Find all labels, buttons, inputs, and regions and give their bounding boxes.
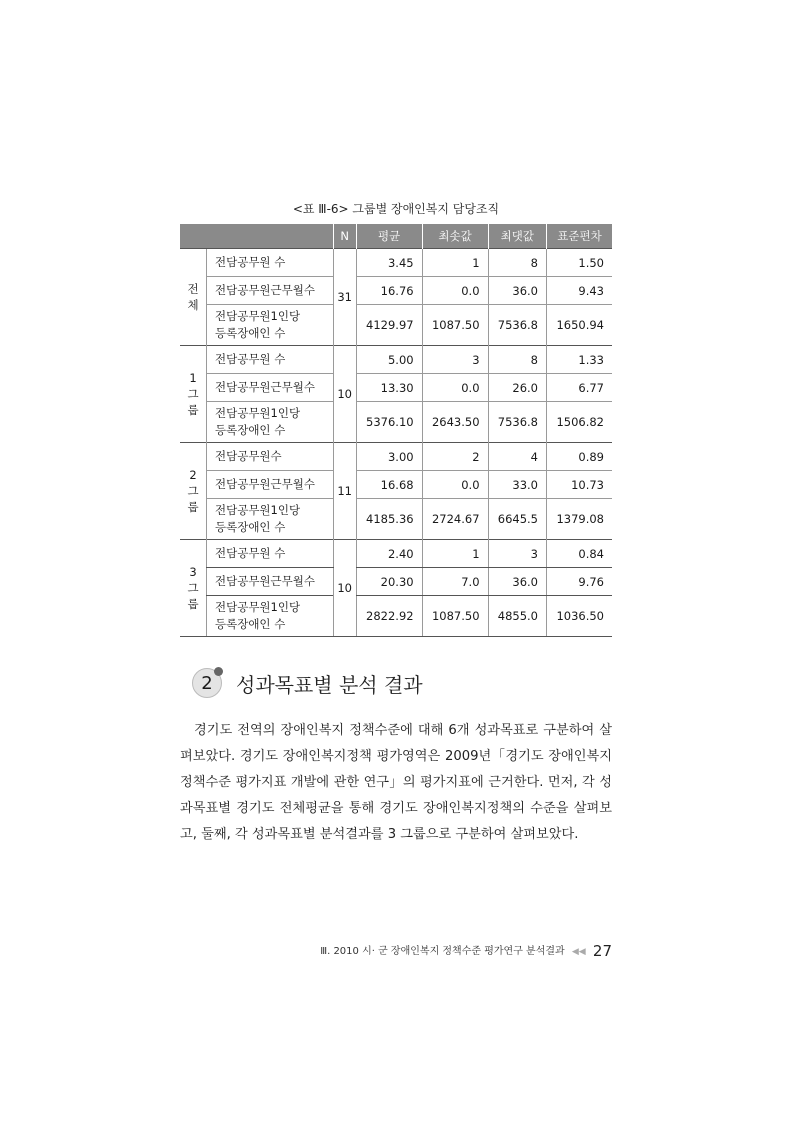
body-paragraph: 경기도 전역의 장애인복지 정책수준에 대해 6개 성과목표로 구분하여 살펴보았다. 경기도 장애인복지정책 평가영역은 2009년「경기도 장애인복지 정책수준 평가지표 개발에 관한 연구」의 평가지표에 근거한다. 먼저, 각 성과목표별 경기도 전체평균을 통해 경기도 장애인복지정책의 수준을 살펴보고, 둘째, 각 성과목표별 분석결과를 3 그룹으로 구분하여 살펴보았다.	[180, 723, 612, 842]
table-row	[180, 499, 612, 540]
group-n: 11	[333, 443, 356, 540]
value-cell: 1036.50	[547, 596, 613, 637]
table-row	[180, 249, 612, 277]
value-cell: 33.0	[488, 471, 546, 499]
value-cell: 26.0	[488, 374, 546, 402]
value-cell: 9.76	[547, 568, 613, 596]
row-label: 전담공무원1인당 등록장애인 수	[207, 499, 334, 540]
value-cell: 16.68	[356, 471, 422, 499]
table-row	[180, 374, 612, 402]
value-cell: 6645.5	[488, 499, 546, 540]
value-cell: 0.0	[422, 471, 488, 499]
row-label: 전담공무원1인당 등록장애인 수	[207, 596, 334, 637]
value-cell: 4855.0	[488, 596, 546, 637]
value-cell: 16.76	[356, 277, 422, 305]
table-row	[180, 305, 612, 346]
row-label: 전담공무원 수	[207, 540, 334, 568]
group-name: 2 그 룹	[180, 443, 207, 540]
group-n: 10	[333, 346, 356, 443]
value-cell: 36.0	[488, 568, 546, 596]
header-max: 최댓값	[488, 224, 546, 249]
table-caption: <표 Ⅲ-6> 그룹별 장애인복지 담당조직	[292, 202, 500, 216]
arrow-left-icon: ◀◀	[571, 947, 586, 957]
value-cell: 8	[488, 249, 546, 277]
header-n: N	[333, 224, 356, 249]
table-row	[180, 471, 612, 499]
value-cell: 2	[422, 443, 488, 471]
row-label: 전담공무원수	[207, 443, 334, 471]
value-cell: 0.84	[547, 540, 613, 568]
value-cell: 4129.97	[356, 305, 422, 346]
header-min: 최솟값	[422, 224, 488, 249]
value-cell: 7536.8	[488, 402, 546, 443]
value-cell: 9.43	[547, 277, 613, 305]
value-cell: 5376.10	[356, 402, 422, 443]
value-cell: 3.00	[356, 443, 422, 471]
table-row	[180, 596, 612, 637]
value-cell: 36.0	[488, 277, 546, 305]
page-number: 27	[592, 942, 612, 960]
value-cell: 5.00	[356, 346, 422, 374]
section-number: 2	[201, 672, 213, 694]
value-cell: 13.30	[356, 374, 422, 402]
group-n: 10	[333, 540, 356, 637]
value-cell: 1.33	[547, 346, 613, 374]
value-cell: 0.0	[422, 277, 488, 305]
table-row	[180, 277, 612, 305]
value-cell: 7536.8	[488, 305, 546, 346]
value-cell: 3	[422, 346, 488, 374]
value-cell: 2822.92	[356, 596, 422, 637]
value-cell: 1	[422, 540, 488, 568]
value-cell: 3	[488, 540, 546, 568]
row-label: 전담공무원근무월수	[207, 374, 334, 402]
page-footer	[180, 942, 612, 960]
running-footer-text: Ⅲ. 2010 시· 군 장애인복지 정책수준 평가연구 분석결과	[320, 946, 565, 957]
value-cell: 1506.82	[547, 402, 613, 443]
value-cell: 1087.50	[422, 596, 488, 637]
value-cell: 2643.50	[422, 402, 488, 443]
table-header-row	[180, 224, 612, 249]
table-row	[180, 402, 612, 443]
value-cell: 20.30	[356, 568, 422, 596]
value-cell: 1650.94	[547, 305, 613, 346]
stats-table	[180, 224, 612, 637]
header-blank	[180, 224, 333, 249]
value-cell: 1	[422, 249, 488, 277]
row-label: 전담공무원근무월수	[207, 568, 334, 596]
header-sd: 표준편차	[547, 224, 613, 249]
value-cell: 1.50	[547, 249, 613, 277]
badge-dot-icon	[214, 667, 223, 676]
value-cell: 2724.67	[422, 499, 488, 540]
value-cell: 7.0	[422, 568, 488, 596]
row-label: 전담공무원 수	[207, 249, 334, 277]
section-heading	[192, 668, 423, 698]
value-cell: 1087.50	[422, 305, 488, 346]
group-name: 3 그 룹	[180, 540, 207, 637]
table-row	[180, 540, 612, 568]
row-label: 전담공무원1인당 등록장애인 수	[207, 305, 334, 346]
group-name: 전 체	[180, 249, 207, 346]
row-label: 전담공무원근무월수	[207, 277, 334, 305]
value-cell: 6.77	[547, 374, 613, 402]
group-name: 1 그 룹	[180, 346, 207, 443]
value-cell: 8	[488, 346, 546, 374]
group-n: 31	[333, 249, 356, 346]
value-cell: 1379.08	[547, 499, 613, 540]
value-cell: 3.45	[356, 249, 422, 277]
value-cell: 0.89	[547, 443, 613, 471]
section-title: 성과목표별 분석 결과	[236, 672, 423, 697]
table-row	[180, 443, 612, 471]
table-row	[180, 346, 612, 374]
value-cell: 0.0	[422, 374, 488, 402]
header-mean: 평균	[356, 224, 422, 249]
value-cell: 4185.36	[356, 499, 422, 540]
section-number-badge	[192, 668, 222, 698]
table-row	[180, 568, 612, 596]
value-cell: 4	[488, 443, 546, 471]
row-label: 전담공무원 수	[207, 346, 334, 374]
row-label: 전담공무원근무월수	[207, 471, 334, 499]
value-cell: 2.40	[356, 540, 422, 568]
row-label: 전담공무원1인당 등록장애인 수	[207, 402, 334, 443]
value-cell: 10.73	[547, 471, 613, 499]
